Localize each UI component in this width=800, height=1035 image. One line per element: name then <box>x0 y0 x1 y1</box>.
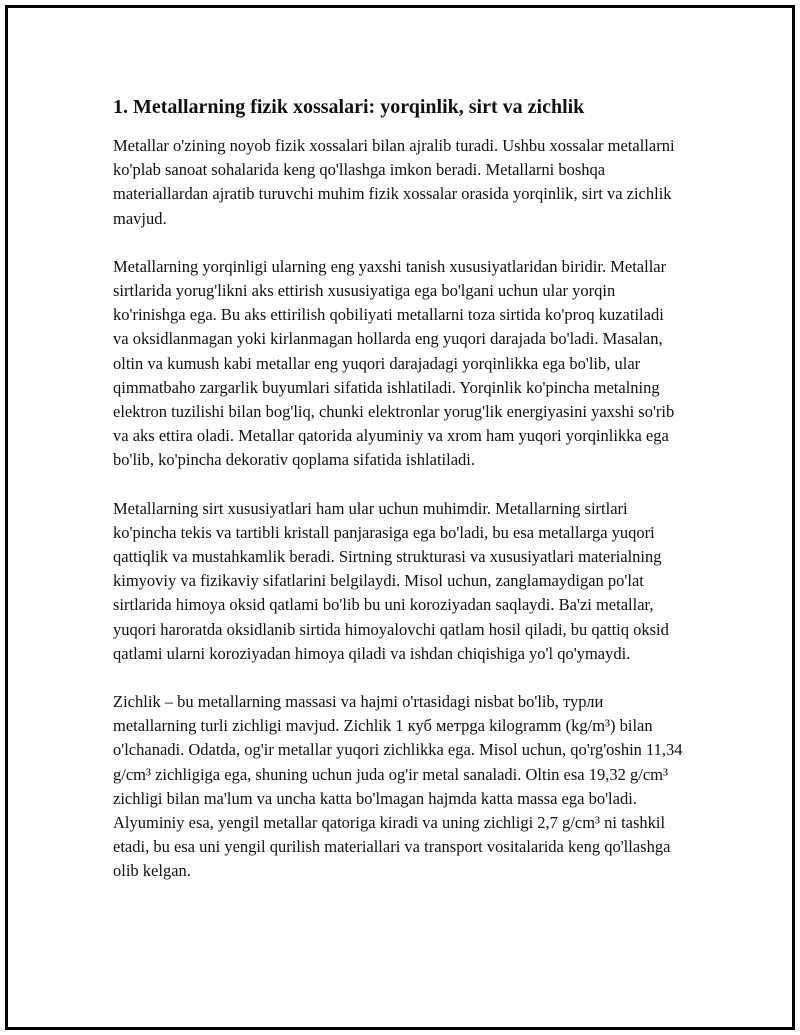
paragraph-surface: Metallarning sirt xususiyatlari ham ular uchun muhimdir. Metallarning sirtlari ko'pincha tekis va tartibli kristall panjarasiga ega bo'ladi, bu esa metallarga yuqori qattiqlik va mustahkamlik beradi. Sirtning strukturasi va xususiyatlari materialning kimyoviy va fizikaviy sifatlarini belgilaydi. Misol uchun, zanglamaydigan po'lat sirtlarida himoya oksid qatlami bo'lib bu uni koroziyadan saqlaydi. Ba'zi metallar, yuqori haroratda oksidlanib sirtida himoyalovchi qatlam hosil qiladi, bu qattiq oksid qatlami ularni koroziyadan himoya qiladi va ishdan chiqishiga yo'l qo'ymaydi. <box>113 498 669 663</box>
document-body <box>113 96 683 908</box>
paragraph-luster: Metallarning yorqinligi ularning eng yaxshi tanish xususiyatlaridan biridir. Metallar sirtlarida yorug'likni aks ettirish xususiyatiga ega bo'lgani uchun ular yorqin ko'rinishga ega. Bu aks ettirilish qobiliyati metallarni toza sirtida ko'proq kuzatiladi va oksidlanmagan yoki kirlanmagan hollarda eng yuqori darajada bo'ladi. Masalan, oltin va kumush kabi metallar eng yuqori darajadagi yorqinlikka ega bo'lib, ular qimmatbaho zargarlik buyumlari sifatida ishlatiladi. Yorqinlik ko'pincha metalning elektron tuzilishi bilan bog'liq, chunki elektronlar yorug'lik energiyasini yaxshi so'rib va aks ettira oladi. Metallar qatorida alyuminiy va xrom ham yuqori yorqinlikka ega bo'lib, ko'pincha dekorativ qoplama sifatida ishlatiladi. <box>113 256 675 470</box>
section-heading: 1. Metallarning fizik xossalari: yorqinlik, sirt va zichlik <box>113 96 585 118</box>
paragraph-density: Zichlik – bu metallarning massasi va hajmi o'rtasidagi nisbat bo'lib, турли metallarning turli zichligi mavjud. Zichlik 1 куб метрga kilogramm (kg/m³) bilan o'lchanadi. Odatda, og'ir metallar yuqori zichlikka ega. Misol uchun, qo'rg'oshin 11,34 g/cm³ zichligiga ega, shuning uchun juda og'ir metal sanaladi. Oltin esa 19,32 g/cm³ zichligi bilan ma'lum va uncha katta bo'lmagan hajmda katta massa ega bo'ladi. Alyuminiy esa, yengil metallar qatoriga kiradi va uning zichligi 2,7 g/cm³ ni tashkil etadi, bu esa uni yengil qurilish materiallari va transport vositalarida keng qo'llashga olib kelgan. <box>113 692 683 881</box>
paragraph-intro: Metallar o'zining noyob fizik xossalari bilan ajralib turadi. Ushbu xossalar metallarni ko'plab sanoat sohalarida keng qo'llashga imkon beradi. Metallarni boshqa materiallardan ajratib turuvchi muhim fizik xossalar orasida yorqinlik, sirt va zichlik mavjud. <box>113 136 675 228</box>
